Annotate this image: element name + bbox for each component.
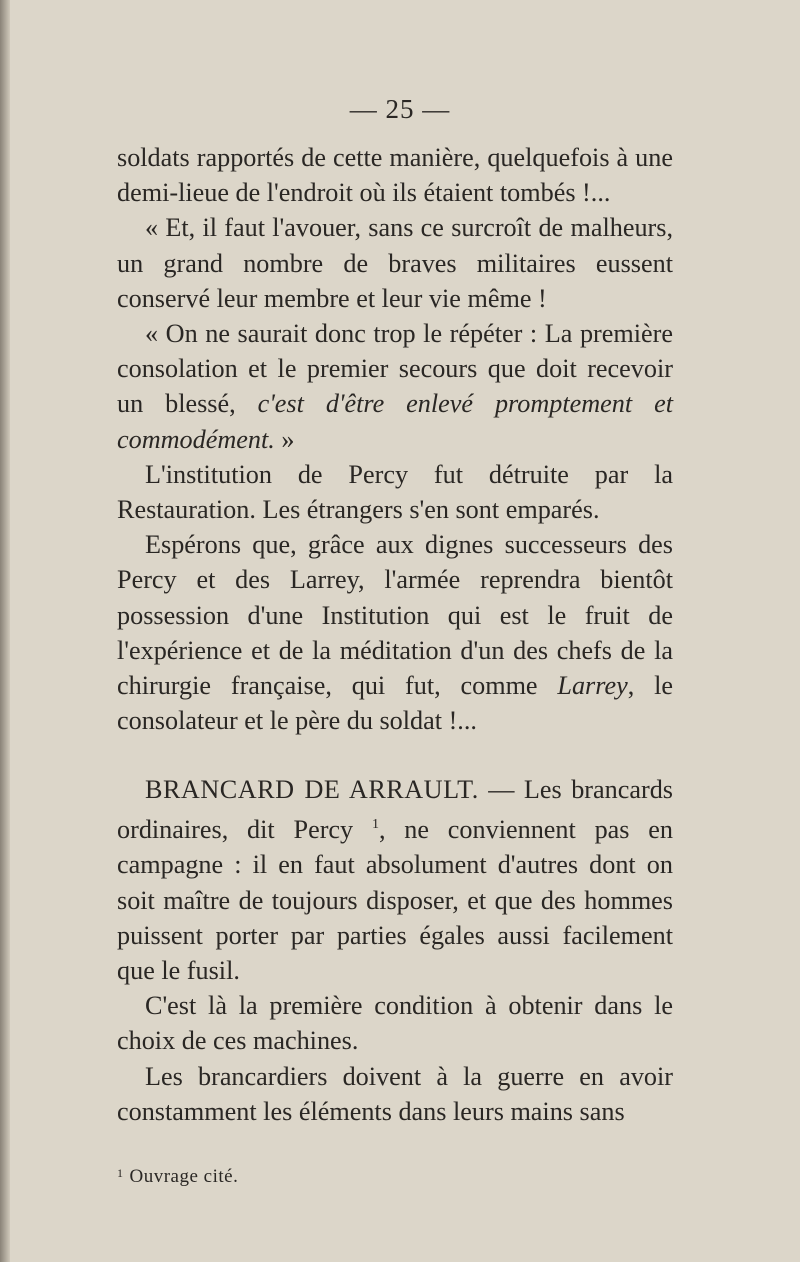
page-edge <box>0 0 10 1262</box>
footnote-number: 1 <box>117 1166 124 1180</box>
paragraph: Les brancardiers doivent à la guerre en avoir constamment les éléments dans leurs mains sans <box>117 1061 673 1126</box>
paragraph-text: Espérons que, grâce aux dignes successeurs des Percy et des Larrey, l'armée reprendra bientôt possession d'une Institution qui est le fruit de l'expérience et de la méditation d'un des chefs de la chirurgie française, qui fut, comme <box>117 530 673 701</box>
section-continuation <box>117 140 673 738</box>
italic-emphasis: c'est d'être enlevé promptement et commodément. <box>117 389 673 454</box>
paragraph-text: Les brancards ordinaires, dit Percy <box>117 775 673 845</box>
paragraph-text: , ne conviennent pas en campagne : il en faut absolument d'autres dont on soit maître de toujours disposer, et que des hommes puissent porter par parties égales aussi facilement que le fusil. <box>117 815 674 986</box>
footnote-ref: 1 <box>371 817 379 833</box>
footnote <box>117 1166 238 1188</box>
footnote-text: Ouvrage cité. <box>129 1166 239 1187</box>
paragraph <box>117 316 673 457</box>
paragraph <box>117 772 673 988</box>
heading-dash: — <box>478 775 524 804</box>
paragraph <box>117 527 673 738</box>
paragraph-text: « On ne saurait donc trop le répéter : La première consolation et le premier secours que doit recevoir un blessé, <box>117 319 673 419</box>
italic-name: Larrey <box>557 671 628 701</box>
section-heading: BRANCARD DE ARRAULT. <box>145 775 479 804</box>
paragraph: « Et, il faut l'avouer, sans ce surcroît de malheurs, un grand nombre de braves militaires eussent conservé leur membre et leur vie même ! <box>117 213 673 313</box>
paragraph-text: , le consolateur et le père du soldat !... <box>117 671 673 736</box>
paragraph: L'institution de Percy fut détruite par la Restauration. Les étrangers s'en sont emparés. <box>117 459 673 525</box>
paragraph-text: » <box>274 424 295 454</box>
paragraph: C'est là la première condition à obtenir dans le choix de ces machines. <box>117 991 673 1056</box>
page-number: — 25 — <box>349 94 451 124</box>
paragraph: soldats rapportés de cette manière, quelquefois à une demi-lieue de l'endroit où ils étaient tombés !... <box>117 143 673 208</box>
section-brancard <box>117 772 673 1129</box>
